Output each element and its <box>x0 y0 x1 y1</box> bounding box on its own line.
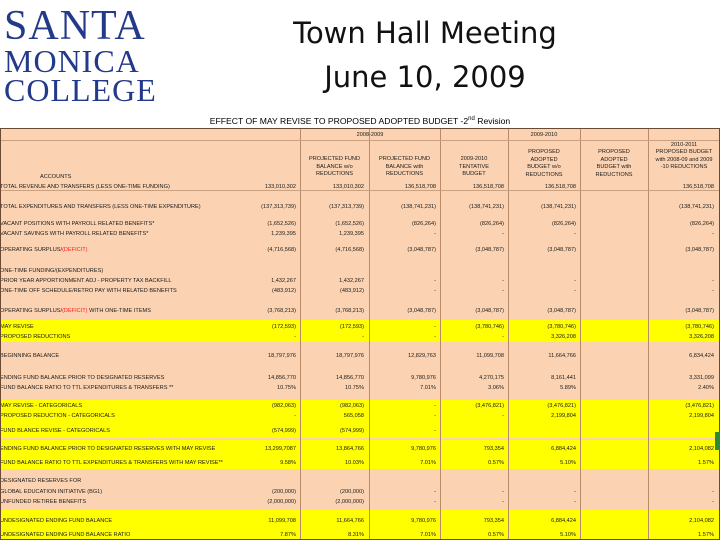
slide-title-line-2: June 10, 2009 <box>324 60 526 94</box>
table-cell: (4,716,568) <box>267 247 296 253</box>
table-cell: 3.06% <box>488 385 504 391</box>
table-cell: 136,518,708 <box>544 184 576 190</box>
table-cell: 793,354 <box>483 446 504 452</box>
table-cell: (574,999) <box>340 428 364 434</box>
table-cell: 136,518,708 <box>472 184 504 190</box>
table-cell: - <box>502 499 504 505</box>
college-logo <box>4 3 157 108</box>
table-cell: - <box>434 334 436 340</box>
table-cell: 10.75% <box>277 385 296 391</box>
table-cell: 793,354 <box>483 518 504 524</box>
row-label: PRIOR YEAR APPORTIONMENT ADJ - PROPERTY TAX BACKFILL <box>0 278 172 284</box>
table-cell: 13,864,766 <box>336 446 364 452</box>
group-2008-2009: 2008-2009 <box>356 132 384 138</box>
table-cell: - <box>502 278 504 284</box>
table-cell: - <box>574 278 576 284</box>
table-cell: - <box>502 413 504 419</box>
table-cell: 133,010,302 <box>264 184 296 190</box>
column-header: 2009-2010 TENTATIVE BUDGET <box>459 156 489 177</box>
row-label: OPERATING SURPLUS/(DEFICIT) <box>0 247 88 253</box>
row-label: ONE-TIME FUNDING/(EXPENDITURES) <box>0 268 104 274</box>
table-cell: (574,999) <box>272 428 296 434</box>
table-cell: 0.57% <box>488 532 504 538</box>
row-label: VACANT SAVINGS WITH PAYROLL RELATED BENEFITS* <box>0 231 149 237</box>
table-cell: 1.57% <box>698 532 714 538</box>
table-cell: 1.57% <box>698 460 714 466</box>
column-header: PROJECTED FUND BALANCE with REDUCTIONS <box>379 156 430 177</box>
table-cell: 9,780,976 <box>411 446 436 452</box>
table-cell: 10.03% <box>345 460 364 466</box>
table-cell: 2,199,804 <box>551 413 576 419</box>
logo-line-1: SANTA <box>4 3 146 49</box>
row-label: TOTAL REVENUE AND TRANSFERS (LESS ONE-TIME FUNDING) <box>0 184 170 190</box>
table-cell: 1,432,267 <box>339 278 364 284</box>
table-cell: - <box>502 334 504 340</box>
table-cell: - <box>294 334 296 340</box>
table-cell: (3,048,787) <box>407 247 436 253</box>
table-cell: (2,000,000) <box>267 499 296 505</box>
table-cell: (3,476,821) <box>547 403 576 409</box>
table-cell: 2,199,804 <box>689 413 714 419</box>
table-cell: (138,741,231) <box>469 204 504 210</box>
table-cell: 565,058 <box>343 413 364 419</box>
group-2009-2010: 2009-2010 <box>530 132 558 138</box>
table-cell: 14,856,770 <box>336 375 364 381</box>
table-cell: 1,239,395 <box>271 231 296 237</box>
budget-table <box>0 128 720 540</box>
table-cell: (3,048,787) <box>475 247 504 253</box>
table-cell: (483,912) <box>272 288 296 294</box>
table-cell: 7.01% <box>420 460 436 466</box>
table-cell: 8.31% <box>348 532 364 538</box>
table-cell: - <box>574 231 576 237</box>
table-cell: (3,048,787) <box>407 308 436 314</box>
table-cell: (200,000) <box>272 489 296 495</box>
table-cell: 9,780,976 <box>411 375 436 381</box>
table-cell: - <box>502 288 504 294</box>
table-cell: 2,104,082 <box>689 518 714 524</box>
table-cell: - <box>434 499 436 505</box>
table-cell: (200,000) <box>340 489 364 495</box>
table-cell: - <box>712 499 714 505</box>
row-label: MAY REVISE <box>0 324 34 330</box>
table-cell: (3,048,787) <box>475 308 504 314</box>
table-cell: (4,716,568) <box>335 247 364 253</box>
table-cell: 12,829,763 <box>408 353 436 359</box>
table-cell: - <box>574 499 576 505</box>
table-cell: - <box>434 231 436 237</box>
column-header: PROPOSED ADOPTED BUDGET w/o REDUCTIONS <box>525 149 563 178</box>
table-cell: 136,518,708 <box>404 184 436 190</box>
table-cell: 7.01% <box>420 385 436 391</box>
table-cell: 136,518,708 <box>682 184 714 190</box>
table-cell: - <box>712 231 714 237</box>
table-cell: (1,652,526) <box>267 221 296 227</box>
table-cell: 1,432,267 <box>271 278 296 284</box>
table-cell: 3,326,208 <box>551 334 576 340</box>
column-header: PROPOSED ADOPTED BUDGET with REDUCTIONS <box>595 149 633 178</box>
table-cell: 4,270,175 <box>479 375 504 381</box>
table-cell: (138,741,231) <box>679 204 714 210</box>
table-cell: (3,048,787) <box>547 247 576 253</box>
table-cell: (3,780,746) <box>547 324 576 330</box>
row-label: PROPOSED REDUCTION - CATEGORICALS <box>0 413 115 419</box>
row-label: GLOBAL EDUCATION INITIATIVE (BG1) <box>0 489 103 495</box>
row-label: ENDING FUND BALANCE PRIOR TO DESIGNATED RESERVES <box>0 375 165 381</box>
table-cell: (483,912) <box>340 288 364 294</box>
row-label: FUND BALANCE RATIO TO TTL EXPENDITURES & TRANSFERS ** <box>0 385 174 391</box>
table-cell: 5.10% <box>560 460 576 466</box>
table-cell: 6,884,424 <box>551 446 576 452</box>
table-cell: 5.10% <box>560 532 576 538</box>
row-label: OPERATING SURPLUS/(DEFICIT) WITH ONE-TIME ITEMS <box>0 308 151 314</box>
table-cell: (3,048,787) <box>685 308 714 314</box>
table-cell: (826,264) <box>480 221 504 227</box>
row-label: MAY REVISE - CATEGORICALS <box>0 403 83 409</box>
table-cell: 14,856,770 <box>268 375 296 381</box>
row-label: FUND BALANCE RATIO TO TTL EXPENDITURES & TRANSFERS WITH MAY REVISE** <box>0 460 223 466</box>
table-cell: 1,239,395 <box>339 231 364 237</box>
table-cell: (3,768,213) <box>335 308 364 314</box>
table-cell: - <box>434 428 436 434</box>
table-cell: - <box>502 489 504 495</box>
table-cell: 5.89% <box>560 385 576 391</box>
table-cell: (1,652,526) <box>335 221 364 227</box>
row-label: UNFUNDED RETIREE BENEFITS <box>0 499 87 505</box>
logo-line-2: MONICA <box>4 43 140 79</box>
table-cell: 13,299,7087 <box>264 446 296 452</box>
table-cell: (982,063) <box>272 403 296 409</box>
table-cell: (172,593) <box>272 324 296 330</box>
table-cell: (826,264) <box>552 221 576 227</box>
row-label: PROPOSED REDUCTIONS <box>0 334 71 340</box>
table-cell: - <box>574 288 576 294</box>
table-cell: (137,313,739) <box>329 204 364 210</box>
table-cell: - <box>294 413 296 419</box>
table-cell: - <box>434 324 436 330</box>
table-cell: 3,326,208 <box>689 334 714 340</box>
row-label: TOTAL EXPENDITURES AND TRANSFERS (LESS ONE-TIME EXPENDITURE) <box>0 204 201 210</box>
row-label: ONE-TIME OFF SCHEDULE/RETRO PAY WITH RELATED BENEFITS <box>0 288 177 294</box>
table-cell: - <box>434 403 436 409</box>
row-label: UNDESIGNATED ENDING FUND BALANCE <box>0 518 113 524</box>
table-cell: 8,161,441 <box>551 375 576 381</box>
table-cell: 3,331,099 <box>689 375 714 381</box>
table-cell: - <box>712 489 714 495</box>
table-cell: (138,741,231) <box>401 204 436 210</box>
row-label: UNDESIGNATED ENDING FUND BALANCE RATIO <box>0 532 131 538</box>
slide-title-line-1: Town Hall Meeting <box>293 16 557 50</box>
table-cell: 133,010,302 <box>332 184 364 190</box>
table-cell: 11,099,708 <box>268 518 296 524</box>
table-cell: - <box>434 489 436 495</box>
table-cell: (2,000,000) <box>335 499 364 505</box>
table-cell: 7.01% <box>420 532 436 538</box>
row-label: ENDING FUND BALANCE PRIOR TO DESIGNATED RESERVES WITH MAY REVISE <box>0 446 216 452</box>
green-marker <box>715 432 720 450</box>
table-cell: (137,313,739) <box>261 204 296 210</box>
table-cell: 11,664,766 <box>548 353 576 359</box>
table-cell: - <box>434 288 436 294</box>
row-label: BEGINNING BALANCE <box>0 353 60 359</box>
sheet-title: EFFECT OF MAY REVISE TO PROPOSED ADOPTED BUDGET -2nd Revision <box>209 116 511 126</box>
table-cell: 6,834,424 <box>689 353 714 359</box>
table-cell: (172,593) <box>340 324 364 330</box>
table-cell: - <box>434 413 436 419</box>
table-cell: - <box>712 278 714 284</box>
table-cell: 11,664,766 <box>336 518 364 524</box>
table-cell: 2.40% <box>698 385 714 391</box>
table-cell: (3,768,213) <box>267 308 296 314</box>
table-cell: (982,063) <box>340 403 364 409</box>
table-cell: (826,264) <box>690 221 714 227</box>
table-cell: (3,476,821) <box>475 403 504 409</box>
table-cell: 0.57% <box>488 460 504 466</box>
logo-line-3: COLLEGE <box>4 72 157 108</box>
row-label: VACANT POSITIONS WITH PAYROLL RELATED BENEFITS* <box>0 221 155 227</box>
row-label: FUND BLANCE REVISE - CATEGORICALS <box>0 428 110 434</box>
table-cell: 18,797,976 <box>268 353 296 359</box>
table-cell: - <box>502 231 504 237</box>
table-cell: (3,048,787) <box>685 247 714 253</box>
table-cell: 9.58% <box>280 460 296 466</box>
table-cell: 18,797,976 <box>336 353 364 359</box>
table-cell: - <box>712 288 714 294</box>
table-cell: 9,780,976 <box>411 518 436 524</box>
table-cell: 6,884,424 <box>551 518 576 524</box>
table-cell: (138,741,231) <box>541 204 576 210</box>
table-cell: (3,476,821) <box>685 403 714 409</box>
table-cell: (3,780,746) <box>475 324 504 330</box>
table-cell: 11,099,708 <box>476 353 504 359</box>
table-cell: 10.75% <box>345 385 364 391</box>
table-cell: 7.87% <box>280 532 296 538</box>
table-cell: - <box>362 334 364 340</box>
table-cell: - <box>434 278 436 284</box>
table-cell: (3,780,746) <box>685 324 714 330</box>
column-header: PROJECTED FUND BALANCE w/o REDUCTIONS <box>309 156 360 177</box>
row-label: DESIGNATED RESERVES FOR <box>0 478 82 484</box>
table-cell: (826,264) <box>412 221 436 227</box>
table-cell: - <box>574 489 576 495</box>
accounts-header: ACCOUNTS <box>40 174 72 180</box>
table-cell: (3,048,787) <box>547 308 576 314</box>
column-header: PROPOSED BUDGET with 2008-09 and 2009 -10 REDUCTIONS <box>655 149 713 170</box>
table-cell: 2,104,082 <box>689 446 714 452</box>
group-2010-2011: 2010-2011 <box>670 142 698 148</box>
